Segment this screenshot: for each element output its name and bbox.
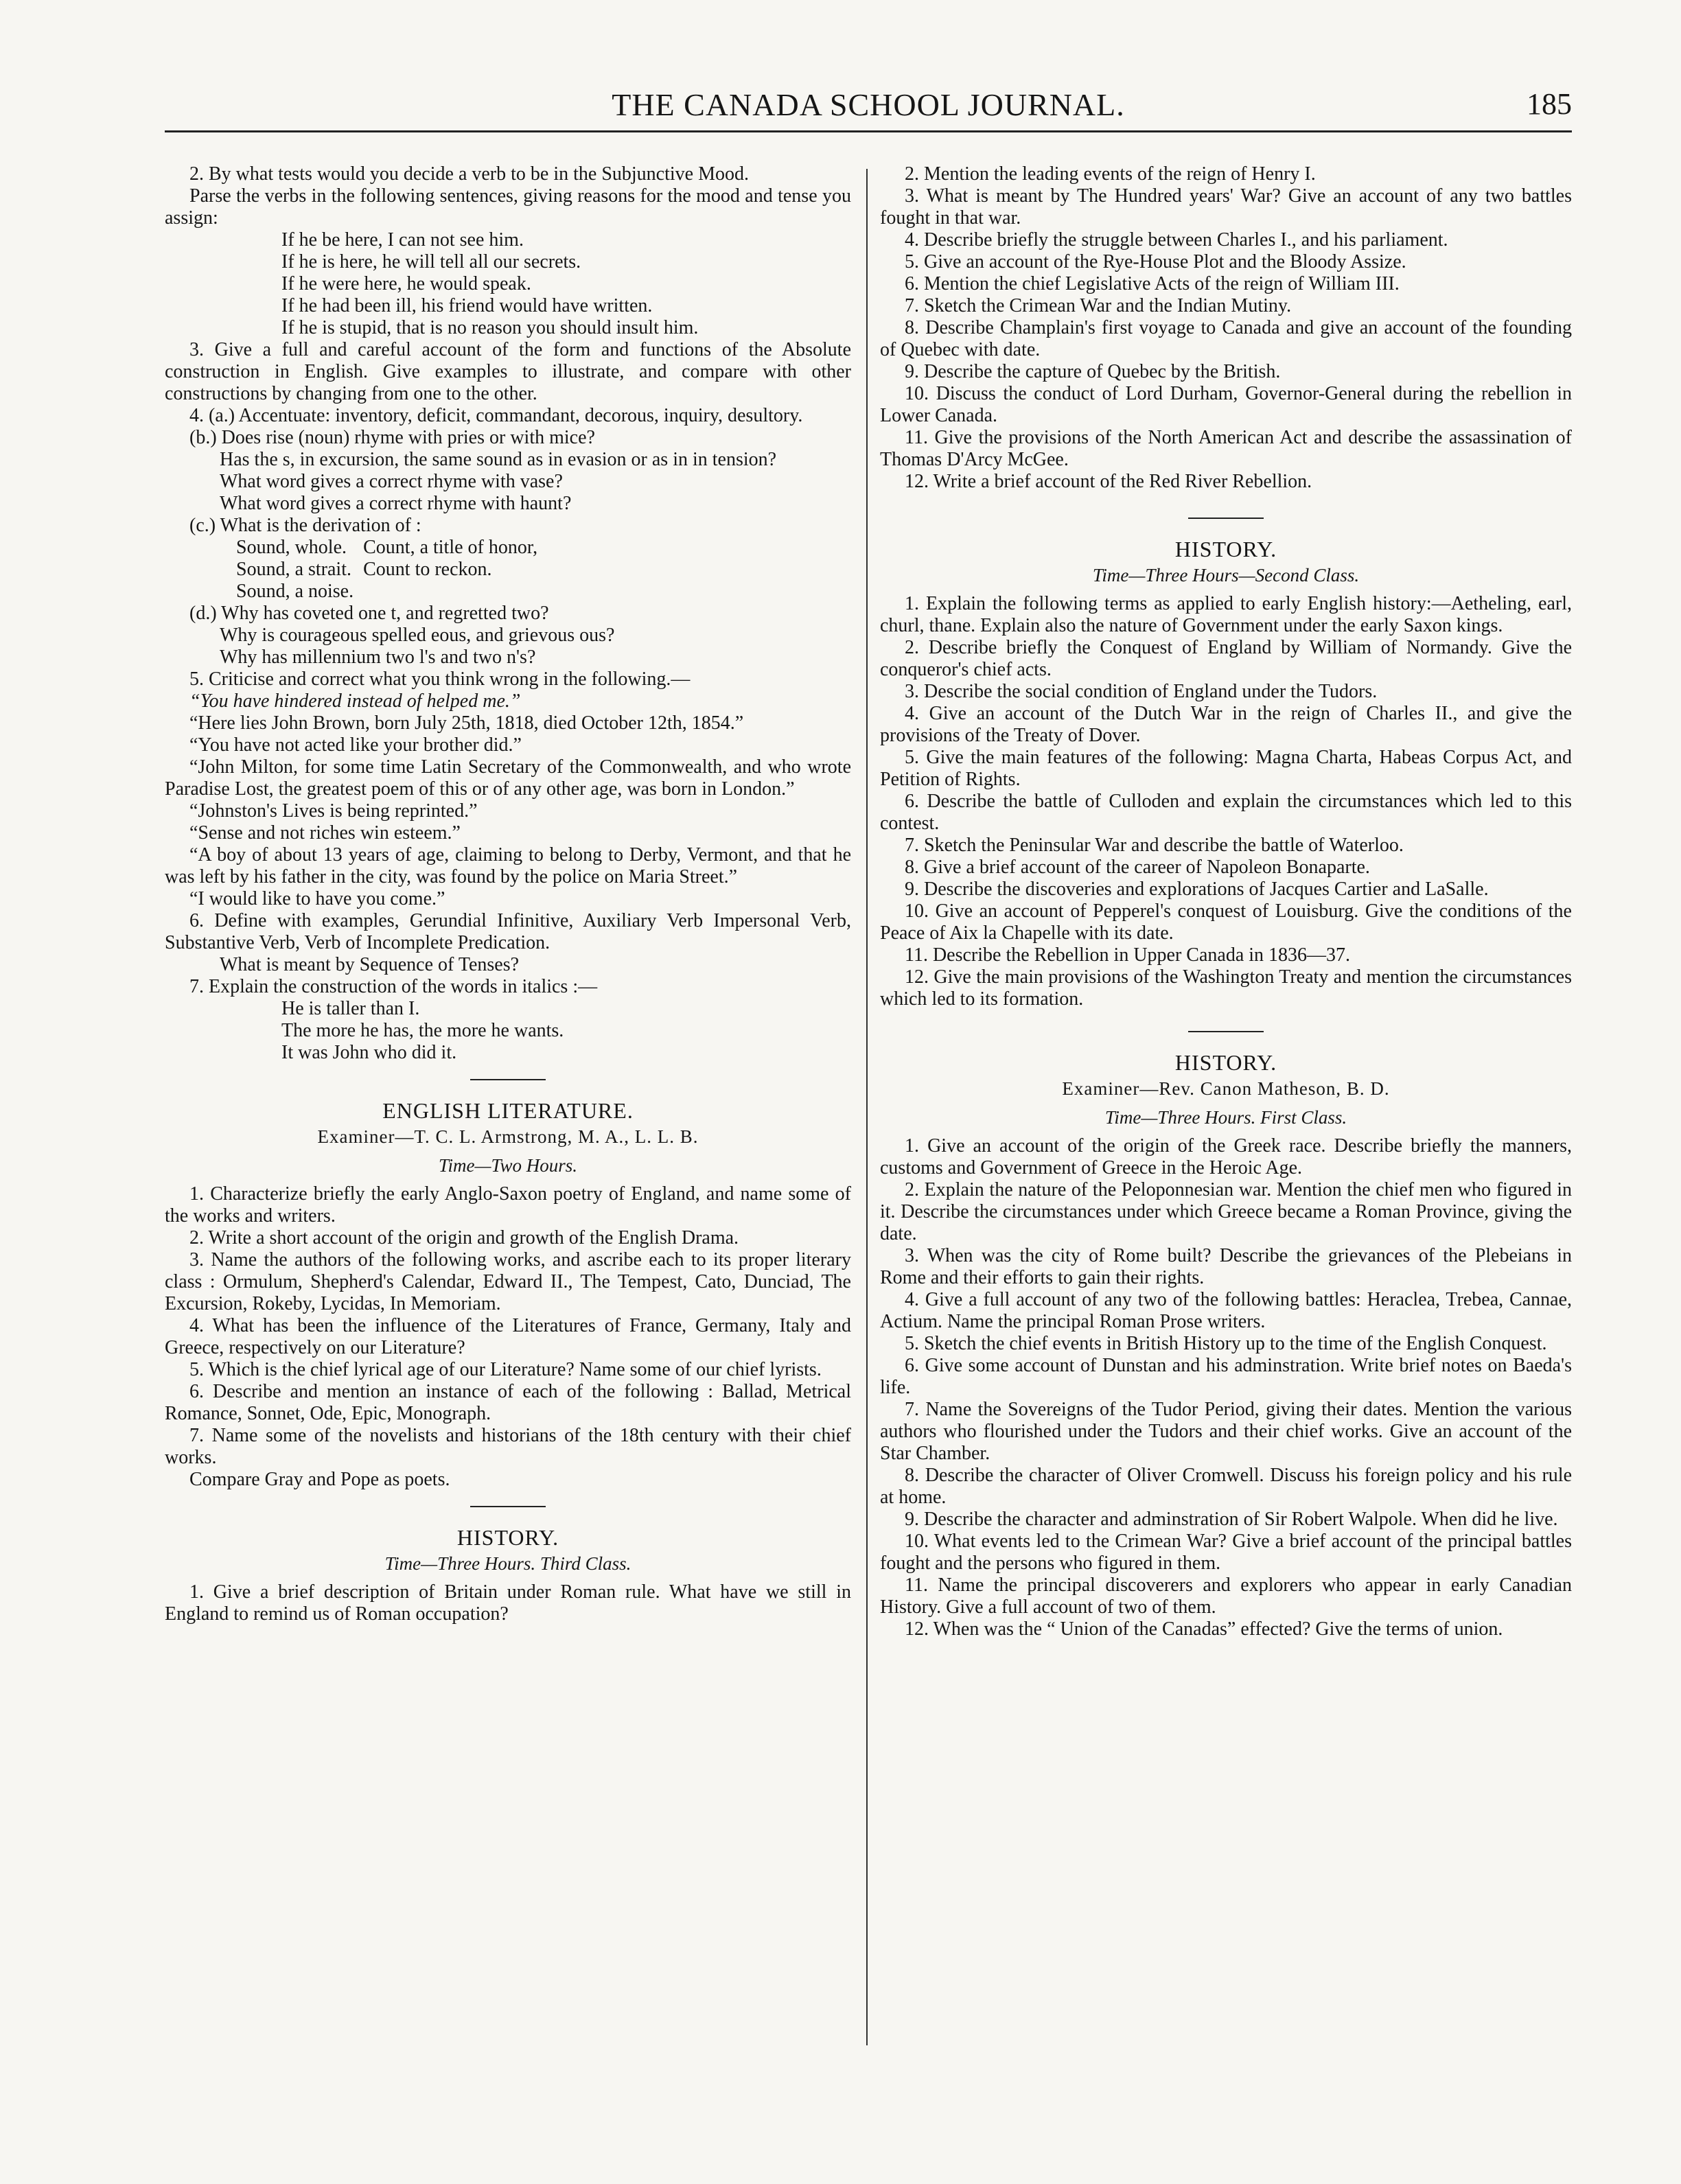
question: 3. Describe the social condition of England under the Tudors. (905, 681, 1378, 702)
question: 4. Give an account of the Dutch War in the reign of Charles II., and give the provisions of the Treaty of Dover. (880, 703, 1572, 746)
section-rule (470, 1506, 546, 1507)
instruction: Parse the verbs in the following sentences, giving reasons for the mood and tense you assign: (165, 185, 851, 229)
quoted-sentence: “Here lies John Brown, born July 25th, 1818, died October 12th, 1854.” (189, 712, 744, 734)
column-divider (866, 169, 868, 2045)
question: 1. Give an account of the origin of the Greek race. Describe briefly the manners, customs and Government of Greece in the Heroic Age. (880, 1135, 1572, 1178)
question: 10. Discuss the conduct of Lord Durham, Governor-General during the rebellion in Lower Canada. (880, 383, 1572, 426)
question: 6. Give some account of Dunstan and his adminstration. Write brief notes on Baeda's life. (880, 1355, 1572, 1398)
quoted-sentence: “I would like to have you come.” (189, 888, 445, 909)
question: 2. Explain the nature of the Peloponnesian war. Mention the chief men who figured in it. Describe the circumstances under which Greece became a Roman Province, giving the date. (880, 1179, 1572, 1244)
question: 5. Give an account of the Rye-House Plot and the Bloody Assize. (905, 251, 1406, 272)
example-sentence: If he were here, he would speak. (281, 273, 531, 294)
question: 11. Describe the Rebellion in Upper Canada in 1836—37. (905, 944, 1351, 966)
question: 1. Give a brief description of Britain under Roman rule. What have we still in England to remind us of Roman occupation? (165, 1581, 851, 1625)
section-heading: ENGLISH LITERATURE. (382, 1098, 634, 1123)
question: 3. When was the city of Rome built? Describe the grievances of the Plebeians in Rome and their efforts to gain their rights. (880, 1245, 1572, 1288)
question: 9. Describe the discoveries and explorations of Jacques Cartier and LaSalle. (905, 879, 1489, 900)
question: 6. Describe the battle of Culloden and explain the circumstances which led to this contest. (880, 791, 1572, 834)
question: 12. When was the “ Union of the Canadas” effected? Give the terms of union. (905, 1618, 1503, 1640)
question: 5. Give the main features of the following: Magna Charta, Habeas Corpus Act, and Petition of Rights. (880, 747, 1572, 790)
example-sentence: If he is stupid, that is no reason you should insult him. (281, 317, 699, 338)
question: 7. Sketch the Crimean War and the Indian Mutiny. (905, 295, 1292, 316)
question: Compare Gray and Pope as poets. (189, 1469, 450, 1490)
question: 10. What events led to the Crimean War? Give a brief account of the principal battles fought and the persons who figured in them. (880, 1531, 1572, 1574)
sub-question: (c.) What is the derivation of : (189, 515, 421, 536)
time-line: Time—Three Hours. Third Class. (384, 1553, 631, 1574)
sub-question: What is meant by Sequence of Tenses? (220, 954, 520, 975)
header-rule (165, 130, 1572, 132)
example-sentence: The more he has, the more he wants. (281, 1020, 564, 1041)
question: 10. Give an account of Pepperel's conquest of Louisburg. Give the conditions of the Peace of Aix la Chapelle with its date. (880, 901, 1572, 944)
question: 11. Give the provisions of the North American Act and describe the assassination of Thomas D'Arcy McGee. (880, 427, 1572, 470)
example-sentence: If he had been ill, his friend would have written. (281, 295, 653, 316)
journal-title: THE CANADA SCHOOL JOURNAL. (612, 87, 1125, 122)
quoted-sentence: “Johnston's Lives is being reprinted.” (189, 800, 478, 822)
examiner-line: Examiner—T. C. L. Armstrong, M. A., L. L. B. (317, 1126, 699, 1147)
question: 6. Define with examples, Gerundial Infinitive, Auxiliary Verb Impersonal Verb, Substantive Verb, Verb of Incomplete Predication. (165, 910, 851, 953)
question: 1. Explain the following terms as applied to early English history:—Aetheling, earl, churl, thane. Explain also the nature of Government under the early Saxon kings. (880, 593, 1572, 636)
derivation-word: Sound, whole. (236, 537, 347, 558)
question: 2. Describe briefly the Conquest of England by William of Normandy. Give the conqueror's chief acts. (880, 637, 1572, 680)
question: 11. Name the principal discoverers and explorers who appear in early Canadian History. Give a full account of two of them. (880, 1575, 1572, 1618)
question: 9. Describe the character and adminstration of Sir Robert Walpole. When did he live. (905, 1509, 1558, 1530)
question: 5. Criticise and correct what you think wrong in the following.— (189, 669, 691, 690)
time-line: Time—Three Hours. First Class. (1104, 1107, 1347, 1128)
section-heading: HISTORY. (1174, 537, 1277, 561)
question: 3. Name the authors of the following works, and ascribe each to its proper literary class : Ormulum, Shepherd's Calendar, Edward II., The Tempest, Cato, Dunciad, The Excursion, Rokeby, Lycidas, In Memoriam. (165, 1249, 851, 1314)
question: 7. Explain the construction of the words in italics :— (189, 976, 598, 997)
section-heading: HISTORY. (1174, 1050, 1277, 1075)
section-rule (1188, 518, 1264, 519)
sub-question: (b.) Does rise (noun) rhyme with pries or with mice? (189, 427, 595, 448)
quoted-sentence: “You have hindered instead of helped me.” (189, 690, 521, 712)
right-column (880, 163, 1572, 2058)
sub-question: What word gives a correct rhyme with haunt? (220, 493, 572, 514)
derivation-word: Sound, a noise. (236, 581, 354, 602)
question: 2. Write a short account of the origin and growth of the English Drama. (189, 1227, 739, 1248)
time-line: Time—Three Hours—Second Class. (1092, 565, 1360, 585)
derivation-word: Sound, a strait. (236, 559, 351, 580)
question: 3. What is meant by The Hundred years' War? Give an account of any two battles fought in that war. (880, 185, 1572, 229)
example-sentence: It was John who did it. (281, 1042, 457, 1063)
quoted-sentence: “Sense and not riches win esteem.” (189, 822, 461, 844)
derivation-table (165, 537, 851, 603)
question: 4. (a.) Accentuate: inventory, deficit, commandant, decorous, inquiry, desultory. (189, 405, 803, 426)
derivation-word (363, 581, 547, 603)
example-sentence: If he be here, I can not see him. (281, 229, 524, 251)
question: 2. By what tests would you decide a verb to be in the Subjunctive Mood. (189, 163, 749, 185)
quoted-sentence: “John Milton, for some time Latin Secretary of the Commonwealth, and who wrote Paradise Lost, the greatest poem of this or of any other age, was born in London.” (165, 756, 851, 800)
question: 8. Give a brief account of the career of Napoleon Bonaparte. (905, 857, 1370, 878)
sub-question: Why is courageous spelled eous, and grievous ous? (220, 625, 615, 646)
derivation-word: Count, a title of honor, (363, 537, 538, 558)
sub-question: (d.) Why has coveted one t, and regretted two? (189, 603, 549, 624)
section-rule (470, 1079, 546, 1080)
sub-question: Has the s, in excursion, the same sound as in evasion or as in in tension? (220, 449, 777, 470)
page-number: 185 (1527, 87, 1572, 121)
question: 4. What has been the influence of the Literatures of France, Germany, Italy and Greece, respectively on our Literature? (165, 1315, 851, 1358)
question: 4. Give a full account of any two of the following battles: Heraclea, Trebea, Cannae, Actium. Name the principal Roman Prose writers. (880, 1289, 1572, 1332)
question: 5. Sketch the chief events in British History up to the time of the English Conquest. (905, 1333, 1547, 1354)
question: 5. Which is the chief lyrical age of our Literature? Name some of our chief lyrists. (189, 1359, 822, 1380)
sub-question: Why has millennium two l's and two n's? (220, 647, 536, 668)
question: 9. Describe the capture of Quebec by the British. (905, 361, 1281, 382)
question: 6. Mention the chief Legislative Acts of the reign of William III. (905, 273, 1400, 294)
question: 1. Characterize briefly the early Anglo-Saxon poetry of England, and name some of the works and writers. (165, 1183, 851, 1227)
question: 7. Sketch the Peninsular War and describe the battle of Waterloo. (905, 835, 1404, 856)
example-sentence: If he is here, he will tell all our secrets. (281, 251, 581, 272)
example-sentence: He is taller than I. (281, 998, 420, 1019)
left-column (165, 163, 851, 2058)
question: 2. Mention the leading events of the reign of Henry I. (905, 163, 1316, 185)
examiner-line: Examiner—Rev. Canon Matheson, B. D. (1062, 1078, 1390, 1099)
question: 4. Describe briefly the struggle between Charles I., and his parliament. (905, 229, 1448, 251)
section-rule (1188, 1031, 1264, 1032)
section-heading: HISTORY. (456, 1525, 559, 1550)
question: 12. Give the main provisions of the Washington Treaty and mention the circumstances which led to its formation. (880, 966, 1572, 1010)
derivation-word: Count to reckon. (363, 559, 492, 580)
time-line: Time—Two Hours. (438, 1155, 578, 1176)
quoted-sentence: “A boy of about 13 years of age, claiming to belong to Derby, Vermont, and that he was left by his father in the city, was found by the police on Maria Street.” (165, 844, 851, 887)
question: 7. Name some of the novelists and historians of the 18th century with their chief works. (165, 1425, 851, 1468)
question: 8. Describe the character of Oliver Cromwell. Discuss his foreign policy and his rule at home. (880, 1465, 1572, 1508)
quoted-sentence: “You have not acted like your brother did.” (189, 734, 522, 756)
question: 6. Describe and mention an instance of each of the following : Ballad, Metrical Romance, Sonnet, Ode, Epic, Monograph. (165, 1381, 851, 1424)
question: 7. Name the Sovereigns of the Tudor Period, giving their dates. Mention the various authors who flourished under the Tudors and their chief works. Give an account of the Star Chamber. (880, 1399, 1572, 1464)
sub-question: What word gives a correct rhyme with vase? (220, 471, 563, 492)
question: 8. Describe Champlain's first voyage to Canada and give an account of the founding of Quebec with date. (880, 317, 1572, 360)
question: 3. Give a full and careful account of the form and functions of the Absolute construction in English. Give examples to illustrate, and compare with other constructions by changing from one to the other. (165, 339, 851, 404)
page-header (165, 81, 1572, 136)
question: 12. Write a brief account of the Red River Rebellion. (905, 471, 1312, 492)
